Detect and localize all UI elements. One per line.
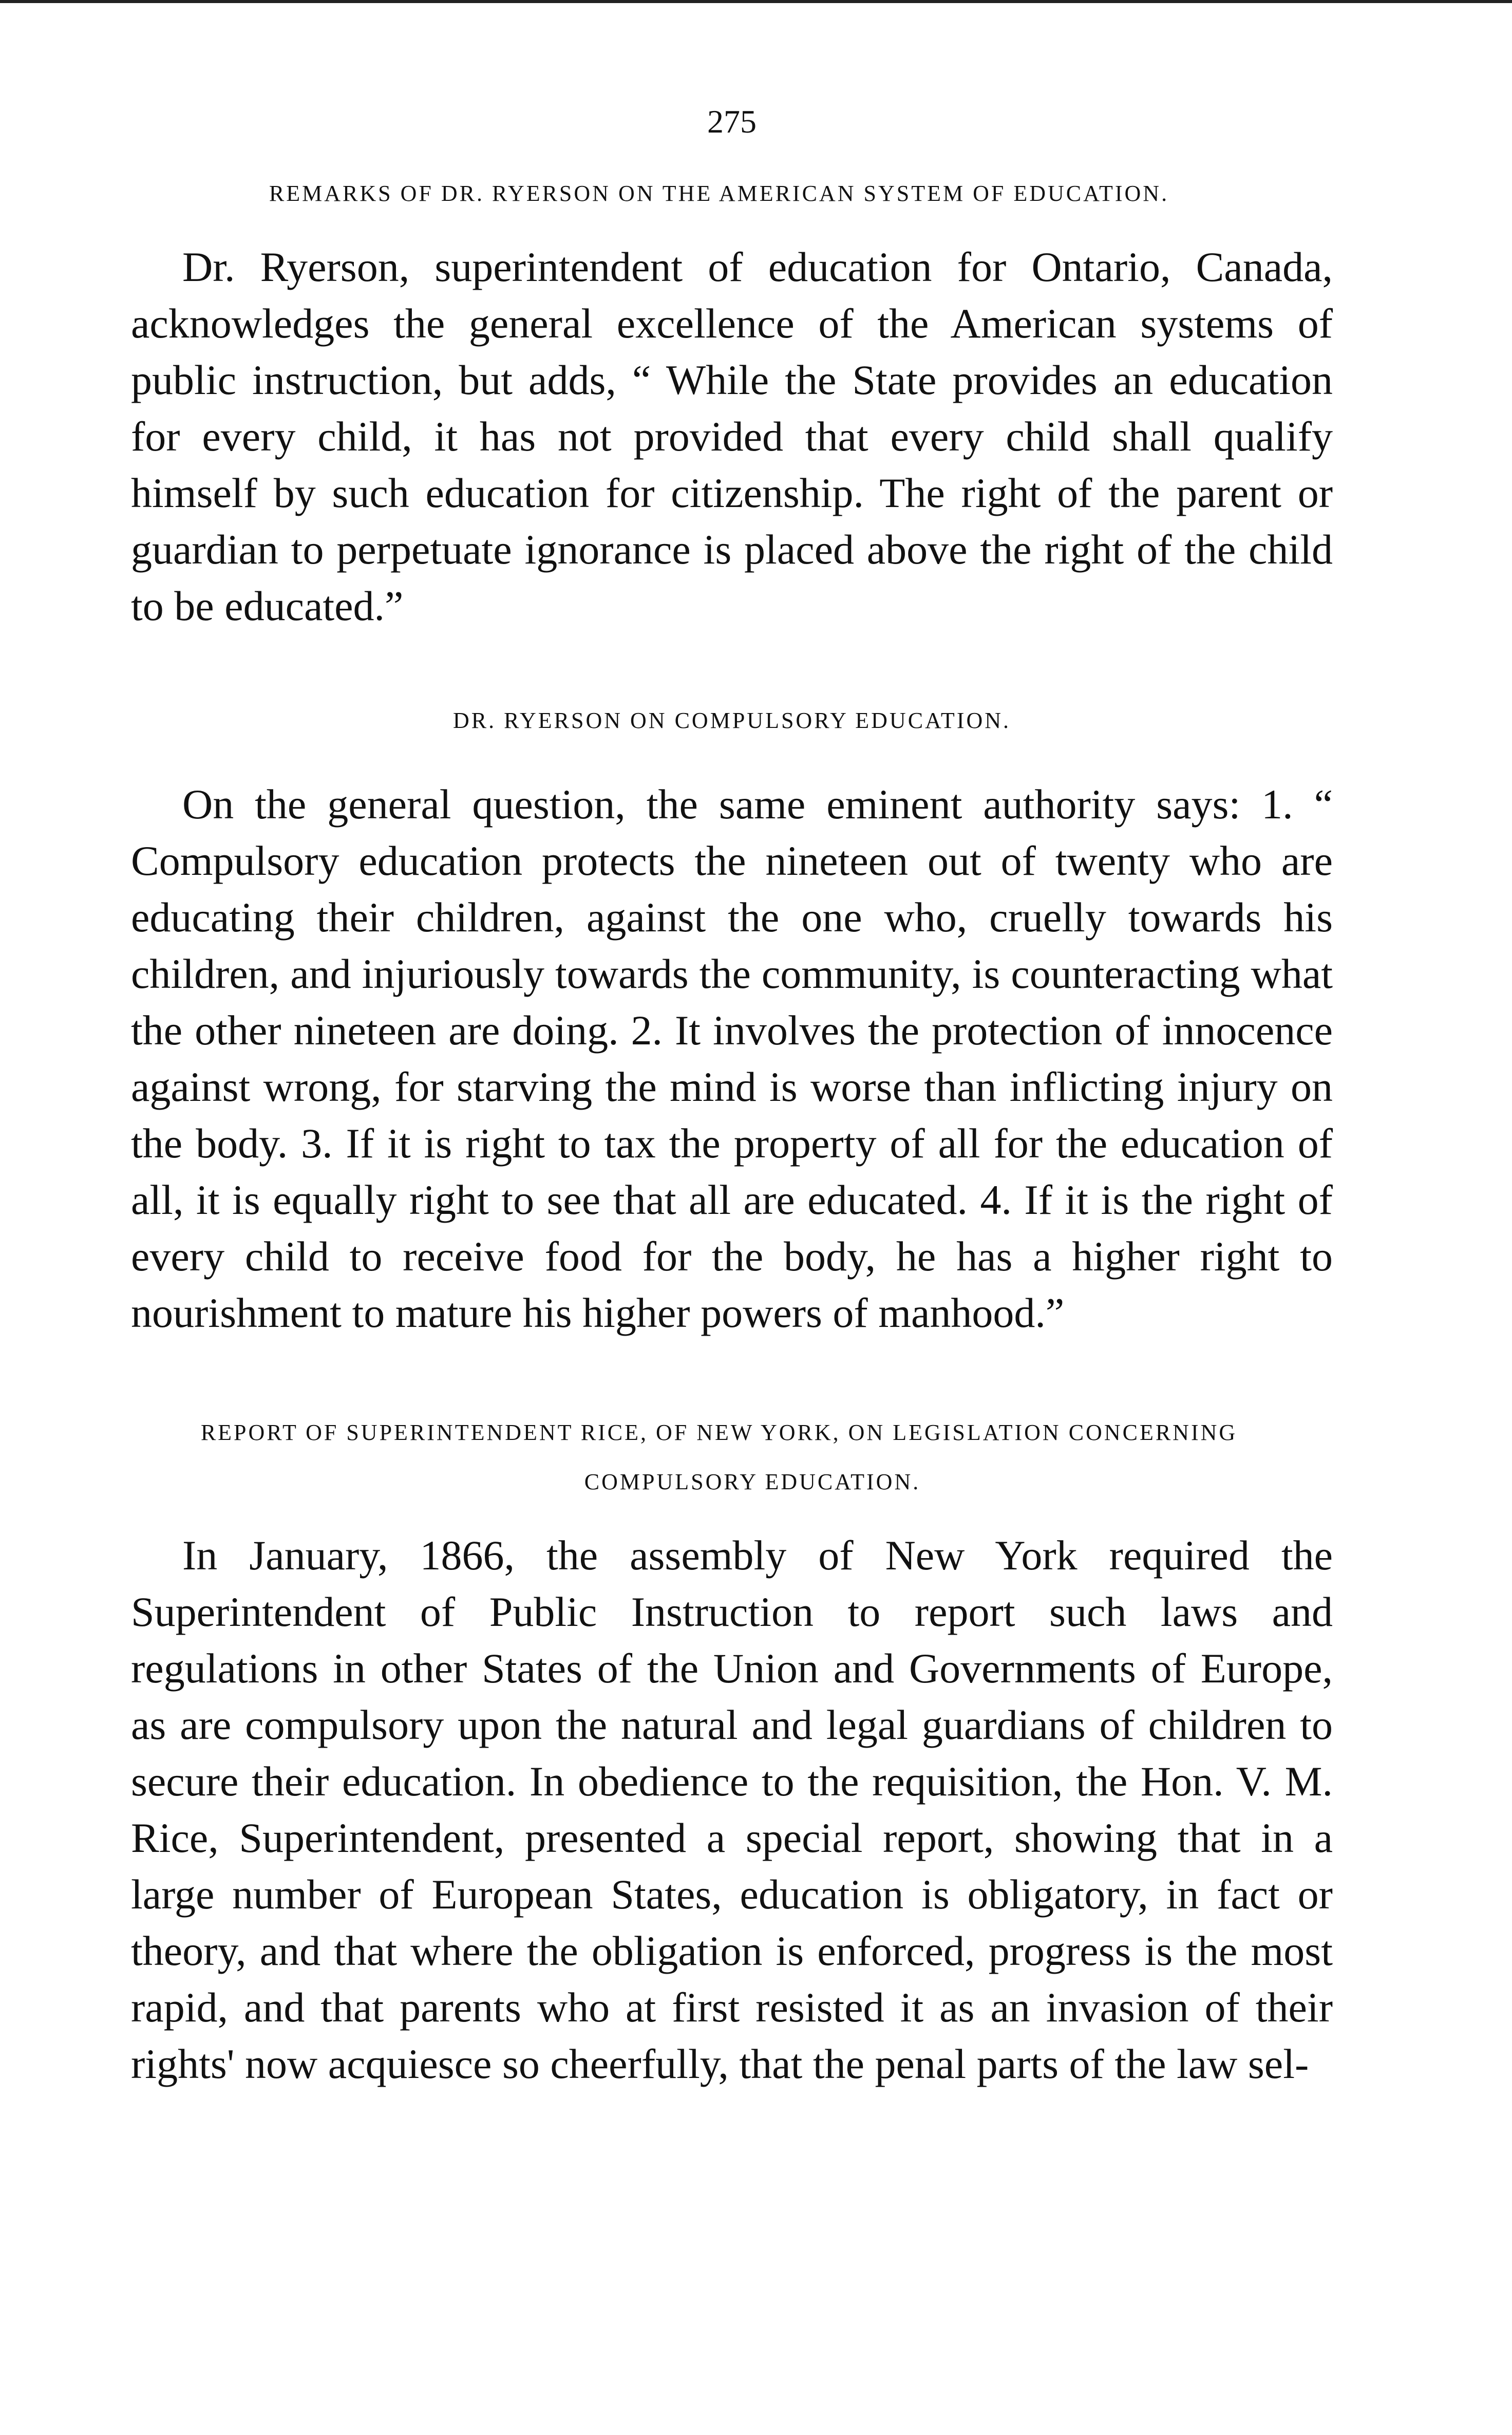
page-number: 275 xyxy=(707,103,757,140)
paragraph-american-system: Dr. Ryerson, superintendent of education for Ontario, Canada, acknowledges the general excellence of the American systems of public instruction, but adds, “ While the State provides an education for every child, it has not provided that every child shall qualify himself by such education for citizenship. The right of the parent or guardian to perpetuate ignorance is placed above the right of the child to be educated.” xyxy=(131,244,1333,629)
book-page xyxy=(131,105,1333,2092)
section-heading-superintendent-rice-report: REPORT OF SUPERINTENDENT RICE, OF NEW YORK, ON LEGISLATION CONCERNING COMPULSORY EDUCATION. xyxy=(200,1420,1238,1494)
paragraph-compulsory-education: On the general question, the same eminent authority says: 1. “ Compulsory education protects the nineteen out of twenty who are educating their children, against the one who, cruelly towards his children, and injuriously towards the community, is counteracting what the other nineteen are doing. 2. It involves the protection of innocence against wrong, for starving the mind is worse than inflicting injury on the body. 3. If it is right to tax the property of all for the education of all, it is equally right to see that all are educated. 4. If it is the right of every child to receive food for the body, he has a higher right to nourishment to mature his higher powers of manhood.” xyxy=(131,781,1333,1336)
top-border-rule xyxy=(0,0,1512,3)
paragraph-superintendent-rice-report: In January, 1866, the assembly of New York required the Superintendent of Public Instruction to report such laws and regulations in other States of the Union and Governments of Europe, as are compulsory upon the natural and legal guardians of children to secure their education. In obedience to the requisition, the Hon. V. M. Rice, Superintendent, presented a special report, showing that in a large number of European States, education is obligatory, in fact or theory, and that where the obligation is enforced, progress is the most rapid, and that parents who at first resisted it as an invasion of their rights' now acquiesce so cheerfully, that the penal parts of the law sel- xyxy=(131,1532,1333,2087)
section-heading-american-system: REMARKS OF DR. RYERSON ON THE AMERICAN SYSTEM OF EDUCATION. xyxy=(269,181,1169,206)
section-heading-compulsory-education: DR. RYERSON ON COMPULSORY EDUCATION. xyxy=(452,708,1011,733)
